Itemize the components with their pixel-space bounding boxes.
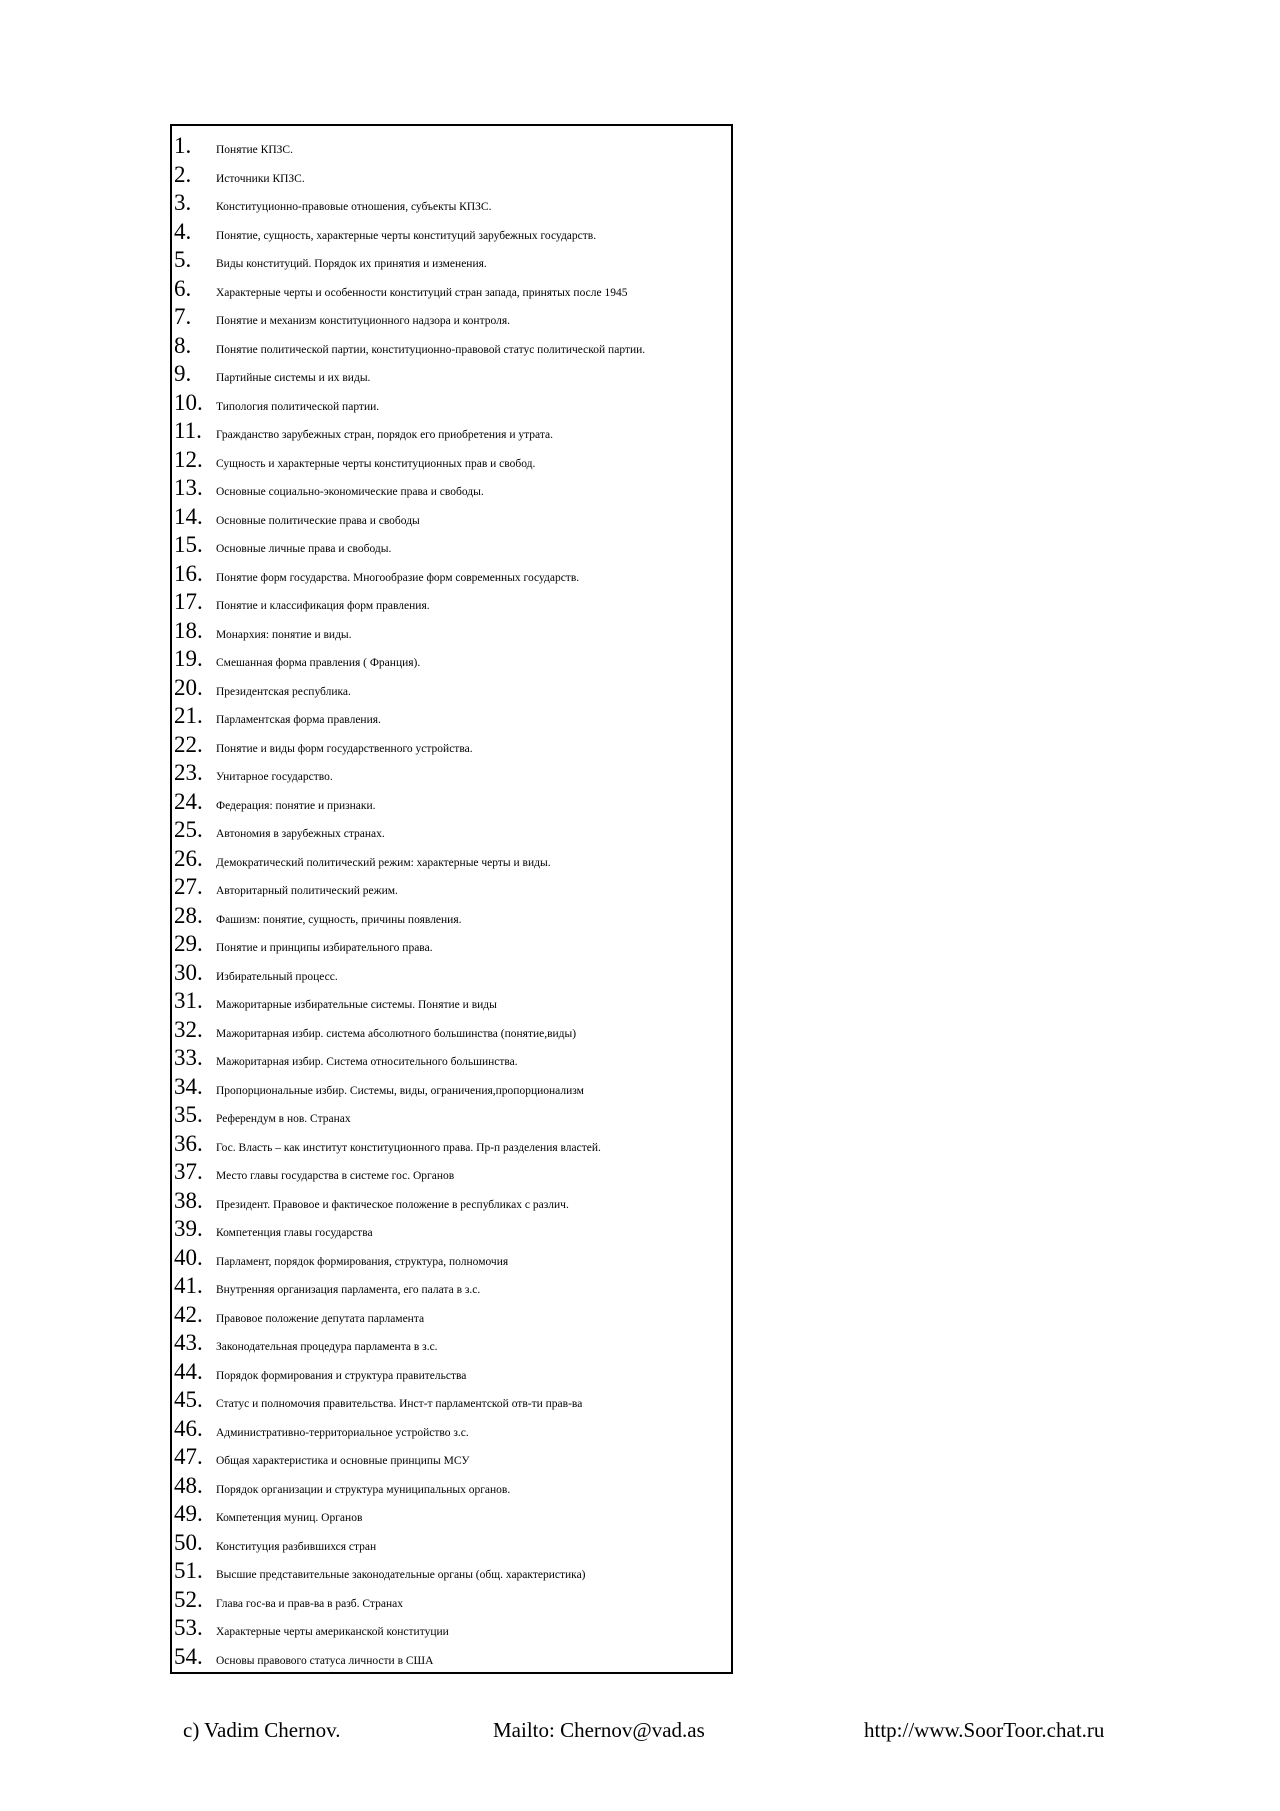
question-number: 32. bbox=[174, 1016, 203, 1042]
question-number: 41. bbox=[174, 1273, 203, 1298]
question-number: 20. bbox=[174, 674, 203, 700]
question-item bbox=[172, 1130, 731, 1159]
question-item bbox=[172, 1386, 731, 1415]
question-item bbox=[172, 674, 731, 703]
question-text: Основы правового статуса личности в США bbox=[216, 1654, 434, 1667]
question-number: 40. bbox=[174, 1244, 203, 1270]
question-item bbox=[172, 1500, 731, 1529]
question-item bbox=[172, 1016, 731, 1045]
question-item bbox=[172, 873, 731, 902]
question-number: 17. bbox=[174, 589, 203, 614]
question-text: Глава гос-ва и прав-ва в разб. Странах bbox=[216, 1597, 403, 1610]
question-text: Место главы государства в системе гос. Органов bbox=[216, 1170, 455, 1182]
question-text: Мажоритарная избир. Система относительного большинства. bbox=[216, 1056, 518, 1068]
question-text: Понятие, сущность, характерные черты конституций зарубежных государств. bbox=[216, 229, 597, 242]
question-number: 48. bbox=[174, 1472, 203, 1498]
question-number: 49. bbox=[174, 1501, 203, 1526]
question-item bbox=[172, 446, 731, 475]
question-item bbox=[172, 332, 731, 361]
question-number: 45. bbox=[174, 1387, 203, 1412]
question-text: Основные личные права и свободы. bbox=[216, 543, 392, 555]
question-text: Характерные черты американской конституции bbox=[216, 1626, 449, 1638]
question-text: Компетенция муниц. Органов bbox=[216, 1512, 363, 1524]
question-text: Законодательная процедура парламента в з.с. bbox=[216, 1341, 438, 1353]
question-text: Общая характеристика и основные принципы МСУ bbox=[216, 1455, 470, 1467]
question-text: Порядок формирования и структура правительства bbox=[216, 1369, 467, 1382]
question-number: 5. bbox=[174, 247, 192, 272]
question-number: 35. bbox=[174, 1102, 203, 1127]
question-number: 42. bbox=[174, 1301, 203, 1327]
question-item bbox=[172, 1472, 731, 1501]
question-number: 12. bbox=[174, 446, 203, 472]
question-text: Основные политические права и свободы bbox=[216, 514, 420, 527]
question-item bbox=[172, 1215, 731, 1244]
question-text: Парламент, порядок формирования, структура, полномочия bbox=[216, 1255, 509, 1268]
question-item bbox=[172, 788, 731, 817]
question-number: 54. bbox=[174, 1643, 203, 1669]
question-number: 27. bbox=[174, 874, 203, 899]
question-item bbox=[172, 531, 731, 560]
question-text: Характерные черты и особенности конституций стран запада, принятых после 1945 bbox=[216, 286, 628, 299]
question-text: Демократический политический режим: характерные черты и виды. bbox=[216, 856, 551, 869]
question-text: Правовое положение депутата парламента bbox=[216, 1312, 425, 1325]
question-number: 1. bbox=[174, 133, 192, 158]
question-number: 31. bbox=[174, 988, 203, 1013]
question-number: 33. bbox=[174, 1045, 203, 1070]
question-text: Пропорциональные избир. Системы, виды, ограничения,пропорционализм bbox=[216, 1084, 584, 1097]
question-item bbox=[172, 1557, 731, 1586]
question-item bbox=[172, 1614, 731, 1643]
question-item bbox=[172, 816, 731, 845]
question-item bbox=[172, 1158, 731, 1187]
question-item bbox=[172, 1443, 731, 1472]
question-number: 26. bbox=[174, 845, 203, 871]
question-number: 38. bbox=[174, 1187, 203, 1213]
footer-copyright: c) Vadim Chernov. bbox=[183, 1718, 341, 1742]
question-text: Автономия в зарубежных странах. bbox=[216, 828, 385, 840]
question-text: Президент. Правовое и фактическое положение в республиках с различ. bbox=[216, 1198, 569, 1211]
question-number: 52. bbox=[174, 1586, 203, 1612]
question-item bbox=[172, 1529, 731, 1558]
question-text: Референдум в нов. Странах bbox=[216, 1113, 351, 1125]
question-number: 53. bbox=[174, 1615, 203, 1640]
question-item bbox=[172, 1301, 731, 1330]
question-item bbox=[172, 902, 731, 931]
question-item bbox=[172, 759, 731, 788]
question-number: 13. bbox=[174, 475, 203, 500]
question-item bbox=[172, 702, 731, 731]
question-number: 4. bbox=[174, 218, 192, 244]
question-item bbox=[172, 1586, 731, 1615]
question-text: Понятие и классификация форм правления. bbox=[216, 600, 430, 612]
footer-mail-link[interactable]: Mailto: Chernov@vad.as bbox=[493, 1718, 705, 1742]
question-text: Административно-территориальное устройство з.с. bbox=[216, 1426, 469, 1439]
question-item bbox=[172, 1101, 731, 1130]
question-text: Порядок организации и структура муниципальных органов. bbox=[216, 1483, 511, 1496]
question-number: 10. bbox=[174, 389, 203, 415]
question-text: Партийные системы и их виды. bbox=[216, 372, 371, 384]
question-number: 15. bbox=[174, 532, 203, 557]
question-item bbox=[172, 275, 731, 304]
question-number: 46. bbox=[174, 1415, 203, 1441]
question-item bbox=[172, 588, 731, 617]
question-number: 3. bbox=[174, 190, 192, 215]
question-text: Статус и полномочия правительства. Инст-т парламентской отв-ти прав-ва bbox=[216, 1398, 583, 1410]
question-number: 11. bbox=[174, 418, 202, 443]
question-item bbox=[172, 189, 731, 218]
question-text: Конституция разбившихся стран bbox=[216, 1540, 377, 1553]
question-text: Федерация: понятие и признаки. bbox=[216, 799, 376, 812]
question-item bbox=[172, 246, 731, 275]
question-number: 7. bbox=[174, 304, 192, 329]
question-number: 8. bbox=[174, 332, 192, 358]
question-item bbox=[172, 645, 731, 674]
question-item bbox=[172, 1187, 731, 1216]
question-number: 43. bbox=[174, 1330, 203, 1355]
question-number: 50. bbox=[174, 1529, 203, 1555]
page-footer bbox=[0, 1718, 1280, 1748]
question-text: Понятие и механизм конституционного надзора и контроля. bbox=[216, 315, 511, 327]
question-text: Парламентская форма правления. bbox=[216, 714, 381, 726]
question-text: Понятие политической партии, конституционно-правовой статус политической партии. bbox=[216, 343, 646, 356]
question-number: 9. bbox=[174, 361, 192, 386]
question-text: Гражданство зарубежных стран, порядок его приобретения и утрата. bbox=[216, 429, 553, 441]
question-text: Типология политической партии. bbox=[216, 400, 380, 413]
question-item bbox=[172, 218, 731, 247]
question-number: 28. bbox=[174, 902, 203, 928]
question-number: 6. bbox=[174, 275, 192, 301]
question-text: Мажоритарные избирательные системы. Понятие и виды bbox=[216, 999, 497, 1011]
question-number: 47. bbox=[174, 1444, 203, 1469]
question-text: Унитарное государство. bbox=[216, 771, 333, 783]
question-number: 14. bbox=[174, 503, 203, 529]
question-text: Мажоритарная избир. система абсолютного большинства (понятие,виды) bbox=[216, 1027, 577, 1040]
question-number: 18. bbox=[174, 617, 203, 643]
question-text: Фашизм: понятие, сущность, причины появления. bbox=[216, 913, 462, 926]
question-text: Авторитарный политический режим. bbox=[216, 885, 398, 897]
question-item bbox=[172, 845, 731, 874]
question-item bbox=[172, 1329, 731, 1358]
question-item bbox=[172, 303, 731, 332]
question-number: 25. bbox=[174, 817, 203, 842]
question-item bbox=[172, 503, 731, 532]
question-item bbox=[172, 1073, 731, 1102]
question-text: Гос. Власть – как институт конституционного права. Пр-п разделения властей. bbox=[216, 1141, 601, 1154]
question-number: 16. bbox=[174, 560, 203, 586]
question-number: 44. bbox=[174, 1358, 203, 1384]
question-item bbox=[172, 417, 731, 446]
question-item bbox=[172, 360, 731, 389]
question-text: Понятие и виды форм государственного устройства. bbox=[216, 742, 473, 755]
question-number: 29. bbox=[174, 931, 203, 956]
question-item bbox=[172, 132, 731, 161]
question-item bbox=[172, 1415, 731, 1444]
question-text: Высшие представительные законодательные органы (общ. характеристика) bbox=[216, 1569, 586, 1581]
question-item bbox=[172, 161, 731, 190]
question-text: Источники КПЗС. bbox=[216, 172, 305, 185]
question-text: Президентская республика. bbox=[216, 685, 351, 698]
questions-box bbox=[170, 124, 733, 1674]
question-number: 21. bbox=[174, 703, 203, 728]
question-text: Монархия: понятие и виды. bbox=[216, 628, 352, 641]
question-item bbox=[172, 617, 731, 646]
question-text: Сущность и характерные черты конституционных прав и свобод. bbox=[216, 457, 536, 470]
question-item bbox=[172, 731, 731, 760]
question-text: Виды конституций. Порядок их принятия и изменения. bbox=[216, 258, 487, 270]
question-item bbox=[172, 959, 731, 988]
question-number: 23. bbox=[174, 760, 203, 785]
question-text: Компетенция главы государства bbox=[216, 1227, 373, 1239]
question-number: 51. bbox=[174, 1558, 203, 1583]
question-text: Избирательный процесс. bbox=[216, 970, 338, 983]
question-number: 39. bbox=[174, 1216, 203, 1241]
question-text: Понятие форм государства. Многообразие форм современных государств. bbox=[216, 571, 580, 584]
question-item bbox=[172, 474, 731, 503]
question-item bbox=[172, 389, 731, 418]
question-text: Смешанная форма правления ( Франция). bbox=[216, 657, 421, 669]
question-number: 34. bbox=[174, 1073, 203, 1099]
question-list bbox=[172, 126, 731, 1671]
question-number: 19. bbox=[174, 646, 203, 671]
question-text: Внутренняя организация парламента, его палата в з.с. bbox=[216, 1284, 481, 1296]
question-number: 36. bbox=[174, 1130, 203, 1156]
question-item bbox=[172, 1244, 731, 1273]
footer-url-link[interactable]: http://www.SoorToor.chat.ru bbox=[864, 1718, 1105, 1742]
question-item bbox=[172, 987, 731, 1016]
question-number: 37. bbox=[174, 1159, 203, 1184]
question-number: 22. bbox=[174, 731, 203, 757]
question-item bbox=[172, 560, 731, 589]
question-item bbox=[172, 1643, 731, 1672]
question-number: 24. bbox=[174, 788, 203, 814]
question-item bbox=[172, 1272, 731, 1301]
question-item bbox=[172, 1044, 731, 1073]
question-number: 30. bbox=[174, 959, 203, 985]
question-item bbox=[172, 930, 731, 959]
question-text: Основные социально-экономические права и свободы. bbox=[216, 486, 484, 498]
question-item bbox=[172, 1358, 731, 1387]
question-number: 2. bbox=[174, 161, 192, 187]
question-text: Понятие КПЗС. bbox=[216, 144, 293, 156]
question-text: Понятие и принципы избирательного права. bbox=[216, 942, 433, 954]
question-text: Конституционно-правовые отношения, субъекты КПЗС. bbox=[216, 201, 492, 213]
